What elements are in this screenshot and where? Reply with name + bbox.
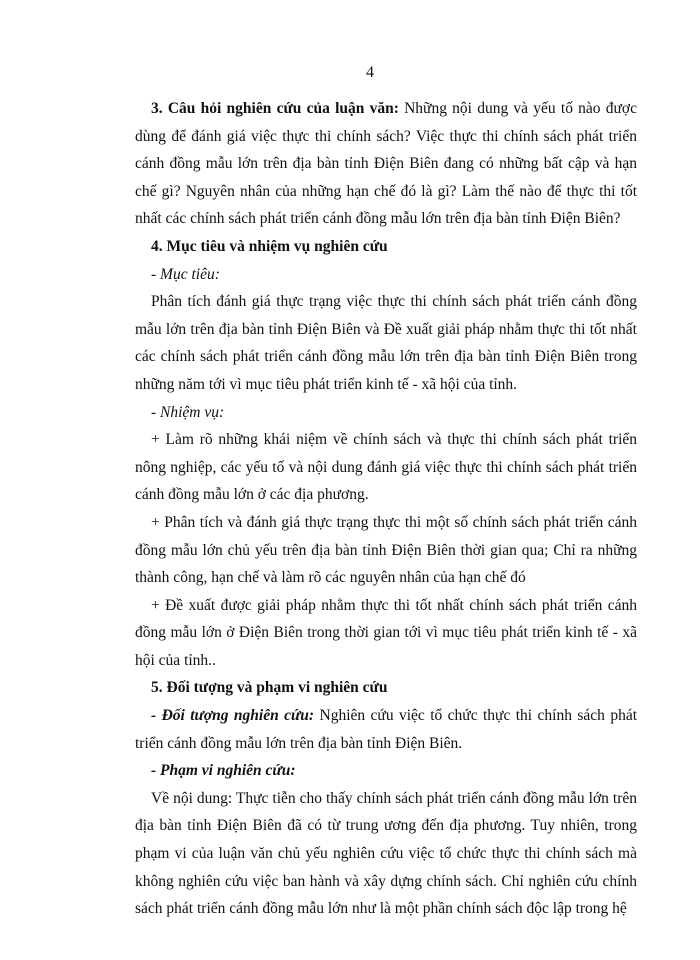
research-subject-label: - Đối tượng nghiên cứu: <box>151 707 315 725</box>
document-body <box>135 95 637 923</box>
research-questions-paragraph <box>135 95 637 233</box>
objectives-heading: 4. Mục tiêu và nhiệm vụ nghiên cứu <box>151 237 388 255</box>
research-subject-text: Nghiên cứu việc tổ chức thực thi chính sách phát triển cánh đồng mẫu lớn trên địa bàn tỉnh Điện Biên. <box>135 707 638 752</box>
task-item: + Làm rõ những khái niệm về chính sách và thực thi chính sách phát triển nông nghiệp, các yếu tố và nội dung đánh giá việc thực thi chính sách phát triển cánh đồng mẫu lớn ở các địa phương. <box>135 431 637 504</box>
objective-label: - Mục tiêu: <box>151 265 220 283</box>
task-item: + Đề xuất được giải pháp nhằm thực thi tốt nhất chính sách phát triển cánh đồng mẫu lớn ở Điện Biên trong thời gian tới vì mục tiêu phát triển kinh tế - xã hội của tỉnh.. <box>135 596 637 669</box>
page-number: 4 <box>366 64 374 81</box>
research-questions-text: Những nội dung và yếu tố nào được dùng để đánh giá việc thực thi chính sách? Việc thực thi chính sách phát triển cánh đồng mẫu lớn trên địa bàn tỉnh Điện Biên đang có những bất cập và hạn chế gì? Nguyên nhân của những hạn chế đó là gì? Làm thế nào để thực thi tốt nhất các chính sách phát triển cánh đồng mẫu lớn trên địa bàn tỉnh Điện Biên? <box>135 100 637 228</box>
research-scope-label: - Phạm vi nghiên cứu: <box>151 762 296 780</box>
research-scope-text: Về nội dung: Thực tiễn cho thấy chính sách phát triển cánh đồng mẫu lớn trên địa bàn tỉnh Điện Biên đã có từ trung ương đến địa phương. Tuy nhiên, trong phạm vi của luận văn chủ yếu nghiên cứu việc tổ chức thực thi chính sách mà không nghiên cứu việc ban hành và xây dựng chính sách. Chỉ nghiên cứu chính sách phát triển cánh đồng mẫu lớn như là một phần chính sách độc lập trong hệ <box>135 789 637 918</box>
research-subject-paragraph <box>135 702 637 757</box>
scope-heading: 5. Đối tượng và phạm vi nghiên cứu <box>151 679 388 697</box>
task-item: + Phân tích và đánh giá thực trạng thực thi một số chính sách phát triển cánh đồng mẫu lớn chủ yếu trên địa bàn tỉnh Điện Biên thời gian qua; Chỉ ra những thành công, hạn chế và làm rõ các nguyên nhân của hạn chế đó <box>135 513 637 587</box>
research-questions-heading: 3. Câu hỏi nghiên cứu của luận văn: <box>151 100 399 117</box>
tasks-label: - Nhiệm vụ: <box>151 403 225 421</box>
objective-text: Phân tích đánh giá thực trạng việc thực thi chính sách phát triển cánh đồng mẫu lớn trên địa bàn tỉnh Điện Biên và Đề xuất giải pháp nhằm thực thi tốt nhất các chính sách phát triển cánh đồng mẫu lớn trên địa bàn tỉnh Điện Biên trong những năm tới vì mục tiêu phát triển kinh tế - xã hội của tỉnh. <box>135 293 637 393</box>
